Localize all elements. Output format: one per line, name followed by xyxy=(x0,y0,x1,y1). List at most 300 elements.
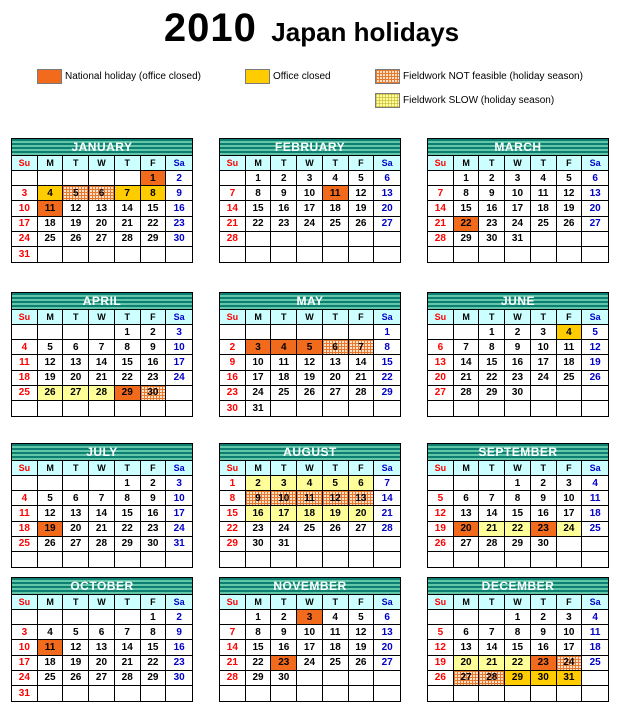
day-cell: 14 xyxy=(479,640,505,655)
empty-cell xyxy=(454,552,480,567)
day-cell: 14 xyxy=(349,355,375,370)
day-cell: 8 xyxy=(374,340,400,355)
day-cell: 20 xyxy=(428,371,454,386)
day-cell: 15 xyxy=(374,355,400,370)
empty-cell xyxy=(323,401,349,416)
day-cell: 31 xyxy=(12,686,38,701)
month-grid xyxy=(12,310,192,416)
day-cell: 25 xyxy=(323,217,349,232)
month-header: MAY xyxy=(220,293,400,310)
empty-cell xyxy=(246,325,272,340)
empty-cell xyxy=(12,476,38,491)
day-cell-national: 3 xyxy=(297,610,323,625)
day-cell-national: 11 xyxy=(323,186,349,201)
day-cell: 11 xyxy=(12,506,38,521)
weekday-header: Su xyxy=(12,595,38,610)
day-cell-slow: 5 xyxy=(323,476,349,491)
day-cell: 28 xyxy=(115,671,141,686)
day-cell: 13 xyxy=(454,506,480,521)
title-text: Japan holidays xyxy=(271,17,460,47)
weekday-header: F xyxy=(141,595,167,610)
day-cell: 29 xyxy=(479,386,505,401)
empty-cell xyxy=(89,476,115,491)
day-cell: 7 xyxy=(428,186,454,201)
weekday-header: T xyxy=(63,156,89,171)
day-cell: 14 xyxy=(115,201,141,216)
day-cell: 28 xyxy=(115,232,141,247)
empty-cell xyxy=(220,686,246,701)
day-cell: 17 xyxy=(246,371,272,386)
weekday-header: Su xyxy=(428,310,454,325)
day-cell: 13 xyxy=(374,186,400,201)
day-cell-slow: 27 xyxy=(63,386,89,401)
month-august xyxy=(219,443,401,568)
day-cell: 19 xyxy=(428,522,454,537)
day-cell: 20 xyxy=(89,656,115,671)
day-cell-closed: 4 xyxy=(557,325,583,340)
day-cell: 15 xyxy=(220,506,246,521)
weekday-header: M xyxy=(246,310,272,325)
empty-cell xyxy=(246,686,272,701)
day-cell: 28 xyxy=(89,537,115,552)
empty-cell xyxy=(38,686,64,701)
empty-cell xyxy=(89,552,115,567)
page-title xyxy=(0,6,623,51)
empty-cell xyxy=(89,247,115,262)
empty-cell xyxy=(38,401,64,416)
weekday-header: W xyxy=(297,310,323,325)
empty-cell xyxy=(374,671,400,686)
weekday-header: T xyxy=(479,310,505,325)
empty-cell xyxy=(374,686,400,701)
day-cell: 9 xyxy=(531,491,557,506)
day-cell: 25 xyxy=(582,656,608,671)
day-cell-notfeas: 7 xyxy=(349,340,375,355)
weekday-header: F xyxy=(557,461,583,476)
day-cell-closed: 30 xyxy=(531,671,557,686)
empty-cell xyxy=(349,401,375,416)
day-cell: 21 xyxy=(89,371,115,386)
weekday-header: Su xyxy=(220,310,246,325)
day-cell: 22 xyxy=(220,522,246,537)
empty-cell xyxy=(505,247,531,262)
weekday-header: T xyxy=(323,156,349,171)
day-cell: 10 xyxy=(297,625,323,640)
day-cell: 15 xyxy=(115,355,141,370)
month-header: NOVEMBER xyxy=(220,578,400,595)
day-cell: 2 xyxy=(479,171,505,186)
empty-cell xyxy=(454,247,480,262)
day-cell: 28 xyxy=(428,232,454,247)
day-cell-closed: 7 xyxy=(115,186,141,201)
day-cell: 26 xyxy=(582,371,608,386)
day-cell-national: 1 xyxy=(141,171,167,186)
month-header: JUNE xyxy=(428,293,608,310)
day-cell: 31 xyxy=(246,401,272,416)
month-grid xyxy=(220,461,400,567)
weekday-header: W xyxy=(89,461,115,476)
empty-cell xyxy=(297,671,323,686)
empty-cell xyxy=(63,401,89,416)
legend-label-slow: Fieldwork SLOW (holiday season) xyxy=(403,95,555,106)
weekday-header: M xyxy=(38,595,64,610)
empty-cell xyxy=(582,232,608,247)
weekday-header: M xyxy=(38,156,64,171)
empty-cell xyxy=(63,610,89,625)
weekday-header: W xyxy=(297,595,323,610)
empty-cell xyxy=(428,401,454,416)
day-cell: 24 xyxy=(166,522,192,537)
day-cell: 17 xyxy=(297,201,323,216)
day-cell: 11 xyxy=(271,355,297,370)
weekday-header: T xyxy=(479,595,505,610)
day-cell: 9 xyxy=(141,491,167,506)
day-cell: 29 xyxy=(454,232,480,247)
day-cell: 26 xyxy=(557,217,583,232)
weekday-header: Sa xyxy=(166,461,192,476)
day-cell-notfeas: 11 xyxy=(297,491,323,506)
day-cell: 5 xyxy=(582,325,608,340)
empty-cell xyxy=(374,537,400,552)
day-cell: 29 xyxy=(374,386,400,401)
day-cell-closed: 29 xyxy=(505,671,531,686)
day-cell: 4 xyxy=(323,610,349,625)
day-cell: 4 xyxy=(531,171,557,186)
day-cell: 14 xyxy=(115,640,141,655)
day-cell: 1 xyxy=(220,476,246,491)
weekday-header: Su xyxy=(428,595,454,610)
weekday-header: M xyxy=(454,310,480,325)
day-cell: 2 xyxy=(531,610,557,625)
empty-cell xyxy=(271,686,297,701)
empty-cell xyxy=(428,325,454,340)
empty-cell xyxy=(582,386,608,401)
weekday-header: T xyxy=(63,461,89,476)
day-cell: 20 xyxy=(63,371,89,386)
empty-cell xyxy=(246,247,272,262)
weekday-header: Sa xyxy=(374,310,400,325)
day-cell: 6 xyxy=(454,491,480,506)
day-cell: 14 xyxy=(89,355,115,370)
day-cell: 5 xyxy=(428,625,454,640)
empty-cell xyxy=(557,537,583,552)
day-cell-national: 3 xyxy=(246,340,272,355)
month-january xyxy=(11,138,193,263)
day-cell: 8 xyxy=(246,625,272,640)
day-cell: 30 xyxy=(141,537,167,552)
day-cell: 28 xyxy=(349,386,375,401)
day-cell: 23 xyxy=(141,522,167,537)
day-cell: 15 xyxy=(246,201,272,216)
weekday-header: W xyxy=(297,156,323,171)
empty-cell xyxy=(428,476,454,491)
day-cell: 7 xyxy=(220,186,246,201)
day-cell: 18 xyxy=(38,656,64,671)
day-cell-national: 5 xyxy=(297,340,323,355)
month-header: FEBRUARY xyxy=(220,139,400,156)
empty-cell xyxy=(246,552,272,567)
day-cell: 1 xyxy=(141,610,167,625)
month-september xyxy=(427,443,609,568)
empty-cell xyxy=(479,476,505,491)
day-cell-notfeas: 10 xyxy=(271,491,297,506)
day-cell: 12 xyxy=(349,625,375,640)
weekday-header: M xyxy=(454,461,480,476)
day-cell: 3 xyxy=(12,625,38,640)
day-cell: 22 xyxy=(374,371,400,386)
empty-cell xyxy=(349,686,375,701)
day-cell-closed: 31 xyxy=(557,671,583,686)
day-cell: 1 xyxy=(505,610,531,625)
day-cell: 30 xyxy=(479,232,505,247)
empty-cell xyxy=(12,552,38,567)
day-cell: 19 xyxy=(349,201,375,216)
day-cell: 10 xyxy=(557,625,583,640)
day-cell: 30 xyxy=(531,537,557,552)
empty-cell xyxy=(38,476,64,491)
empty-cell xyxy=(271,232,297,247)
empty-cell xyxy=(115,171,141,186)
day-cell: 1 xyxy=(115,325,141,340)
day-cell: 25 xyxy=(38,232,64,247)
day-cell: 9 xyxy=(166,186,192,201)
day-cell: 2 xyxy=(166,171,192,186)
day-cell: 28 xyxy=(479,537,505,552)
day-cell: 21 xyxy=(349,371,375,386)
day-cell-slow: 3 xyxy=(271,476,297,491)
day-cell: 6 xyxy=(374,610,400,625)
day-cell: 12 xyxy=(297,355,323,370)
empty-cell xyxy=(166,401,192,416)
day-cell: 17 xyxy=(297,640,323,655)
day-cell-notfeas: 27 xyxy=(454,671,480,686)
day-cell: 17 xyxy=(12,656,38,671)
day-cell: 26 xyxy=(349,217,375,232)
day-cell: 21 xyxy=(89,522,115,537)
empty-cell xyxy=(323,325,349,340)
legend-swatch-slow xyxy=(375,93,400,108)
day-cell: 22 xyxy=(246,656,272,671)
day-cell-slow: 22 xyxy=(505,522,531,537)
weekday-header: Sa xyxy=(374,156,400,171)
month-header: APRIL xyxy=(12,293,192,310)
day-cell: 29 xyxy=(505,537,531,552)
day-cell: 31 xyxy=(505,232,531,247)
day-cell: 30 xyxy=(220,401,246,416)
day-cell: 1 xyxy=(505,476,531,491)
weekday-header: M xyxy=(454,156,480,171)
month-december xyxy=(427,577,609,702)
day-cell: 4 xyxy=(582,476,608,491)
day-cell: 30 xyxy=(246,537,272,552)
day-cell: 6 xyxy=(89,625,115,640)
day-cell: 4 xyxy=(12,340,38,355)
empty-cell xyxy=(349,671,375,686)
day-cell: 7 xyxy=(220,625,246,640)
empty-cell xyxy=(531,401,557,416)
day-cell-notfeas: 12 xyxy=(323,491,349,506)
weekday-header: Su xyxy=(12,310,38,325)
day-cell: 23 xyxy=(246,522,272,537)
day-cell: 11 xyxy=(557,340,583,355)
month-grid xyxy=(428,310,608,416)
day-cell: 27 xyxy=(428,386,454,401)
day-cell: 2 xyxy=(220,340,246,355)
empty-cell xyxy=(323,686,349,701)
day-cell: 20 xyxy=(89,217,115,232)
day-cell: 10 xyxy=(166,340,192,355)
day-cell: 13 xyxy=(63,506,89,521)
day-cell: 27 xyxy=(63,537,89,552)
legend-label-notfeas: Fieldwork NOT feasible (holiday season) xyxy=(403,71,583,82)
empty-cell xyxy=(531,686,557,701)
empty-cell xyxy=(89,325,115,340)
day-cell: 31 xyxy=(166,537,192,552)
empty-cell xyxy=(374,552,400,567)
month-header: DECEMBER xyxy=(428,578,608,595)
day-cell-slow: 18 xyxy=(297,506,323,521)
day-cell: 10 xyxy=(12,640,38,655)
day-cell: 2 xyxy=(141,325,167,340)
day-cell: 18 xyxy=(557,355,583,370)
day-cell: 8 xyxy=(505,625,531,640)
day-cell-notfeas: 5 xyxy=(63,186,89,201)
day-cell: 9 xyxy=(271,625,297,640)
day-cell: 23 xyxy=(220,386,246,401)
empty-cell xyxy=(38,171,64,186)
weekday-header: T xyxy=(479,461,505,476)
day-cell: 2 xyxy=(271,610,297,625)
day-cell: 11 xyxy=(12,355,38,370)
day-cell: 15 xyxy=(115,506,141,521)
empty-cell xyxy=(582,671,608,686)
day-cell: 3 xyxy=(557,610,583,625)
empty-cell xyxy=(428,610,454,625)
empty-cell xyxy=(166,686,192,701)
day-cell: 13 xyxy=(374,625,400,640)
weekday-header: F xyxy=(141,461,167,476)
day-cell: 31 xyxy=(271,537,297,552)
empty-cell xyxy=(531,232,557,247)
day-cell: 28 xyxy=(454,386,480,401)
day-cell: 16 xyxy=(531,506,557,521)
day-cell: 29 xyxy=(246,671,272,686)
month-header: MARCH xyxy=(428,139,608,156)
day-cell-national: 4 xyxy=(271,340,297,355)
day-cell: 18 xyxy=(323,640,349,655)
empty-cell xyxy=(297,247,323,262)
day-cell-national: 29 xyxy=(115,386,141,401)
day-cell: 21 xyxy=(454,371,480,386)
day-cell: 8 xyxy=(115,491,141,506)
day-cell: 3 xyxy=(531,325,557,340)
day-cell: 12 xyxy=(428,506,454,521)
weekday-header: Su xyxy=(428,461,454,476)
legend-swatch-notfeas xyxy=(375,69,400,84)
day-cell: 27 xyxy=(454,537,480,552)
weekday-header: Sa xyxy=(582,595,608,610)
month-may xyxy=(219,292,401,417)
day-cell: 17 xyxy=(505,201,531,216)
day-cell: 7 xyxy=(89,491,115,506)
empty-cell xyxy=(12,325,38,340)
weekday-header: F xyxy=(557,156,583,171)
empty-cell xyxy=(246,232,272,247)
day-cell: 28 xyxy=(220,671,246,686)
day-cell: 8 xyxy=(220,491,246,506)
weekday-header: T xyxy=(531,156,557,171)
empty-cell xyxy=(505,686,531,701)
day-cell: 10 xyxy=(531,340,557,355)
empty-cell xyxy=(297,552,323,567)
day-cell-national: 23 xyxy=(531,522,557,537)
empty-cell xyxy=(428,686,454,701)
weekday-header: W xyxy=(297,461,323,476)
day-cell: 3 xyxy=(297,171,323,186)
empty-cell xyxy=(220,247,246,262)
weekday-header: W xyxy=(505,595,531,610)
empty-cell xyxy=(454,401,480,416)
legend-label-closed: Office closed xyxy=(273,71,331,82)
weekday-header: M xyxy=(246,461,272,476)
day-cell: 25 xyxy=(531,217,557,232)
day-cell: 12 xyxy=(582,340,608,355)
day-cell: 1 xyxy=(246,171,272,186)
empty-cell xyxy=(166,247,192,262)
day-cell: 3 xyxy=(166,325,192,340)
weekday-header: Su xyxy=(220,595,246,610)
month-june xyxy=(427,292,609,417)
day-cell: 6 xyxy=(63,491,89,506)
day-cell: 29 xyxy=(141,671,167,686)
weekday-header: W xyxy=(89,156,115,171)
empty-cell xyxy=(141,247,167,262)
empty-cell xyxy=(582,686,608,701)
day-cell: 2 xyxy=(271,171,297,186)
weekday-header: F xyxy=(349,595,375,610)
empty-cell xyxy=(297,325,323,340)
day-cell: 10 xyxy=(246,355,272,370)
day-cell: 12 xyxy=(63,201,89,216)
day-cell: 15 xyxy=(505,506,531,521)
day-cell: 17 xyxy=(531,355,557,370)
day-cell: 22 xyxy=(246,217,272,232)
day-cell: 5 xyxy=(349,171,375,186)
day-cell: 14 xyxy=(220,640,246,655)
month-february xyxy=(219,138,401,263)
day-cell: 1 xyxy=(374,325,400,340)
day-cell: 22 xyxy=(115,522,141,537)
empty-cell xyxy=(557,386,583,401)
month-july xyxy=(11,443,193,568)
day-cell: 13 xyxy=(323,355,349,370)
day-cell: 27 xyxy=(582,217,608,232)
weekday-header: F xyxy=(557,595,583,610)
empty-cell xyxy=(115,401,141,416)
title-year: 2010 xyxy=(163,6,257,50)
day-cell-notfeas: 6 xyxy=(323,340,349,355)
weekday-header: W xyxy=(89,595,115,610)
day-cell-closed: 8 xyxy=(141,186,167,201)
weekday-header: Su xyxy=(12,156,38,171)
day-cell: 29 xyxy=(141,232,167,247)
weekday-header: Sa xyxy=(166,310,192,325)
month-grid xyxy=(428,461,608,567)
empty-cell xyxy=(271,247,297,262)
weekday-header: M xyxy=(246,595,272,610)
empty-cell xyxy=(531,552,557,567)
day-cell-national: 23 xyxy=(271,656,297,671)
